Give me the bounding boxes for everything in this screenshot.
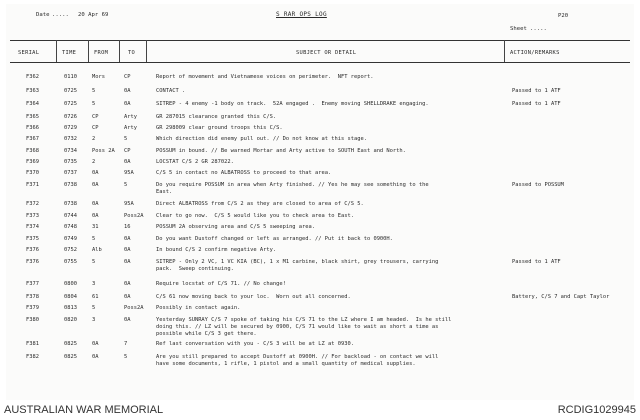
footer-reference: RCDIG1029945 [557, 404, 636, 416]
serial-cell: F373 [26, 213, 39, 219]
to-cell: 0A [124, 159, 131, 165]
date-label: Date [36, 12, 50, 18]
action-cell: Battery, C/S 7 and Capt Taylor [512, 294, 610, 300]
subject-cell: C/S 61 now moving back to your loc. Worn out all concerned. [156, 294, 351, 300]
to-cell: 95A [124, 201, 134, 207]
time-cell: 0755 [64, 259, 77, 265]
from-cell: CP [92, 125, 99, 131]
action-cell: Passed to 1 ATF [512, 101, 561, 107]
time-cell: 0738 [64, 201, 77, 207]
from-cell: 0A [92, 170, 99, 176]
sheet-number: P20 [558, 13, 569, 19]
serial-cell: F363 [26, 88, 39, 94]
time-cell: 0820 [64, 317, 77, 323]
serial-cell: F371 [26, 182, 39, 188]
time-cell: 0737 [64, 170, 77, 176]
col-divider [56, 40, 57, 62]
to-cell: Poss2A [124, 213, 144, 219]
from-cell: 5 [92, 101, 96, 107]
serial-cell: F374 [26, 224, 39, 230]
serial-cell: F366 [26, 125, 39, 131]
from-cell: Poss 2A [92, 148, 115, 154]
page-title: S RAR OPS LOG [276, 11, 327, 18]
to-cell: 0A [124, 101, 131, 107]
to-cell: 0A [124, 294, 131, 300]
serial-cell: F367 [26, 136, 39, 142]
to-cell: 5 [124, 182, 128, 188]
time-cell: 0800 [64, 281, 77, 287]
serial-cell: F372 [26, 201, 39, 207]
to-cell: 7 [124, 341, 128, 347]
action-cell: Passed to POSSUM [512, 182, 564, 188]
from-cell: 61 [92, 294, 99, 300]
col-header-subject: SUBJECT OR DETAIL [296, 50, 357, 56]
subject-cell: GR 298009 clear ground troops this C/S. [156, 125, 283, 131]
serial-cell: F381 [26, 341, 39, 347]
from-cell: 3 [92, 317, 96, 323]
serial-cell: F382 [26, 354, 39, 360]
col-divider [504, 40, 505, 62]
subject-cell: SITREP - 4 enemy -1 body on track. 52A engaged . Enemy moving SHELLDRAKE engaging. [156, 101, 429, 107]
to-cell: 5 [124, 354, 128, 360]
subject-cell: C/S 5 in contact no ALBATROSS to proceed to that area. [156, 170, 332, 176]
subject-cell: Ref last conversation with you - C/S 3 will be at LZ at 0930. [156, 341, 354, 347]
subject-cell: Clear to go now. C/S 5 would like you to check area to East. [156, 213, 354, 219]
to-cell: 5 [124, 136, 128, 142]
subject-cell: Are you still prepared to accept Dustoff at 0900H. // For backload - on contact we will have some documents, 1 rifle, 1 pistol and a small quantity of medical supplies. [156, 354, 439, 368]
footer-source: AUSTRALIAN WAR MEMORIAL [4, 404, 164, 416]
to-cell: 0A [124, 88, 131, 94]
subject-cell: Which direction did enemy pull out. // Do not know at this stage. [156, 136, 367, 142]
to-cell: 0A [124, 236, 131, 242]
subject-cell: GR 287015 clearance granted this C/S. [156, 114, 277, 120]
from-cell: CP [92, 114, 99, 120]
subject-cell: In bound C/S 2 confirm negative Arty. [156, 247, 277, 253]
serial-cell: F379 [26, 305, 39, 311]
from-cell: Mors [92, 74, 105, 80]
subject-cell: Do you require POSSUM in area when Arty finished. // Yes he may see something to the East. [156, 182, 429, 196]
time-cell: 0729 [64, 125, 77, 131]
from-cell: 0A [92, 201, 99, 207]
col-header-from: FROM [94, 50, 109, 56]
col-header-time: TIME [62, 50, 77, 56]
serial-cell: F364 [26, 101, 39, 107]
subject-cell: Require locstat of C/S 71. // No change! [156, 281, 286, 287]
serial-cell: F375 [26, 236, 39, 242]
serial-cell: F376 [26, 247, 39, 253]
serial-cell: F368 [26, 148, 39, 154]
from-cell: 5 [92, 305, 96, 311]
time-cell: 0734 [64, 148, 77, 154]
col-header-serial: SERIAL [18, 50, 40, 56]
from-cell: 0A [92, 182, 99, 188]
time-cell: 0732 [64, 136, 77, 142]
date-value: 20 Apr 69 [78, 12, 109, 18]
serial-cell: F370 [26, 170, 39, 176]
to-cell: 0A [124, 247, 131, 253]
from-cell: 3 [92, 281, 96, 287]
sheet-label: Sheet [510, 26, 527, 32]
from-cell: Alb [92, 247, 102, 253]
time-cell: 0752 [64, 247, 77, 253]
log-sheet [6, 4, 634, 400]
header-bottom-rule [10, 62, 630, 63]
to-cell: Poss2A [124, 305, 144, 311]
subject-cell: LOCSTAT C/S 2 GR 287022. [156, 159, 234, 165]
time-cell: 0726 [64, 114, 77, 120]
to-cell: 95A [124, 170, 134, 176]
subject-cell: POSSUM in bound. // Be warned Mortar and Arty active to SOUTH East and North. [156, 148, 406, 154]
subject-cell: CONTACT . [156, 88, 186, 94]
serial-cell: F378 [26, 294, 39, 300]
serial-cell: F380 [26, 317, 39, 323]
time-cell: 0749 [64, 236, 77, 242]
serial-cell: F362 [26, 74, 39, 80]
time-cell: 0744 [64, 213, 77, 219]
action-cell: Passed to 1 ATF [512, 88, 561, 94]
to-cell: 0A [124, 281, 131, 287]
to-cell: 0A [124, 259, 131, 265]
action-cell: Passed to 1 ATF [512, 259, 561, 265]
col-divider [119, 40, 120, 62]
time-cell: 0825 [64, 354, 77, 360]
subject-cell: Direct ALBATROSS from C/S 2 as they are closed to area of C/S 5. [156, 201, 364, 207]
time-cell: 0738 [64, 182, 77, 188]
sheet-dots: ..... [530, 26, 547, 32]
from-cell: 2 [92, 136, 96, 142]
header-top-rule [10, 40, 630, 41]
from-cell: 5 [92, 88, 96, 94]
subject-cell: SITREP - Only 2 VC, 1 VC KIA (BC), 1 x M1 carbine, black shirt, grey trousers, carrying pack. Sweep continuing. [156, 259, 439, 273]
to-cell: 0A [124, 317, 131, 323]
time-cell: 0813 [64, 305, 77, 311]
to-cell: 16 [124, 224, 131, 230]
serial-cell: F365 [26, 114, 39, 120]
time-cell: 0735 [64, 159, 77, 165]
time-cell: 0804 [64, 294, 77, 300]
date-dots: ..... [52, 12, 69, 18]
col-header-to: TO [128, 50, 136, 56]
time-cell: 0725 [64, 88, 77, 94]
from-cell: 0A [92, 354, 99, 360]
to-cell: CP [124, 148, 131, 154]
to-cell: CP [124, 74, 131, 80]
serial-cell: F369 [26, 159, 39, 165]
col-header-action: ACTION/REMARKS [510, 50, 560, 56]
col-divider [88, 40, 89, 62]
time-cell: 0748 [64, 224, 77, 230]
subject-cell: Possibly in contact again. [156, 305, 241, 311]
serial-cell: F377 [26, 281, 39, 287]
subject-cell: Do you want Dustoff changed or left as arranged. // Put it back to 0900H. [156, 236, 393, 242]
to-cell: Arty [124, 114, 137, 120]
time-cell: 0825 [64, 341, 77, 347]
time-cell: 0110 [64, 74, 77, 80]
subject-cell: Report of movement and Vietnamese voices on perimeter. NFT report. [156, 74, 374, 80]
serial-cell: F376 [26, 259, 39, 265]
from-cell: 31 [92, 224, 99, 230]
subject-cell: POSSUM 2A observing area and C/S 5 sweeping area. [156, 224, 316, 230]
from-cell: 0A [92, 213, 99, 219]
time-cell: 0725 [64, 101, 77, 107]
from-cell: 5 [92, 259, 96, 265]
from-cell: 5 [92, 236, 96, 242]
to-cell: Arty [124, 125, 137, 131]
col-divider [146, 40, 147, 62]
from-cell: 2 [92, 159, 96, 165]
subject-cell: Yesterday SUNRAY C/S 7 spoke of taking his C/S 71 to the LZ where I am headed. Is he still doing this. // LZ will be secured by 0900, C/S 71 would like to wait as short a time as possible while C/S 3 get there. [156, 317, 452, 338]
from-cell: 0A [92, 341, 99, 347]
